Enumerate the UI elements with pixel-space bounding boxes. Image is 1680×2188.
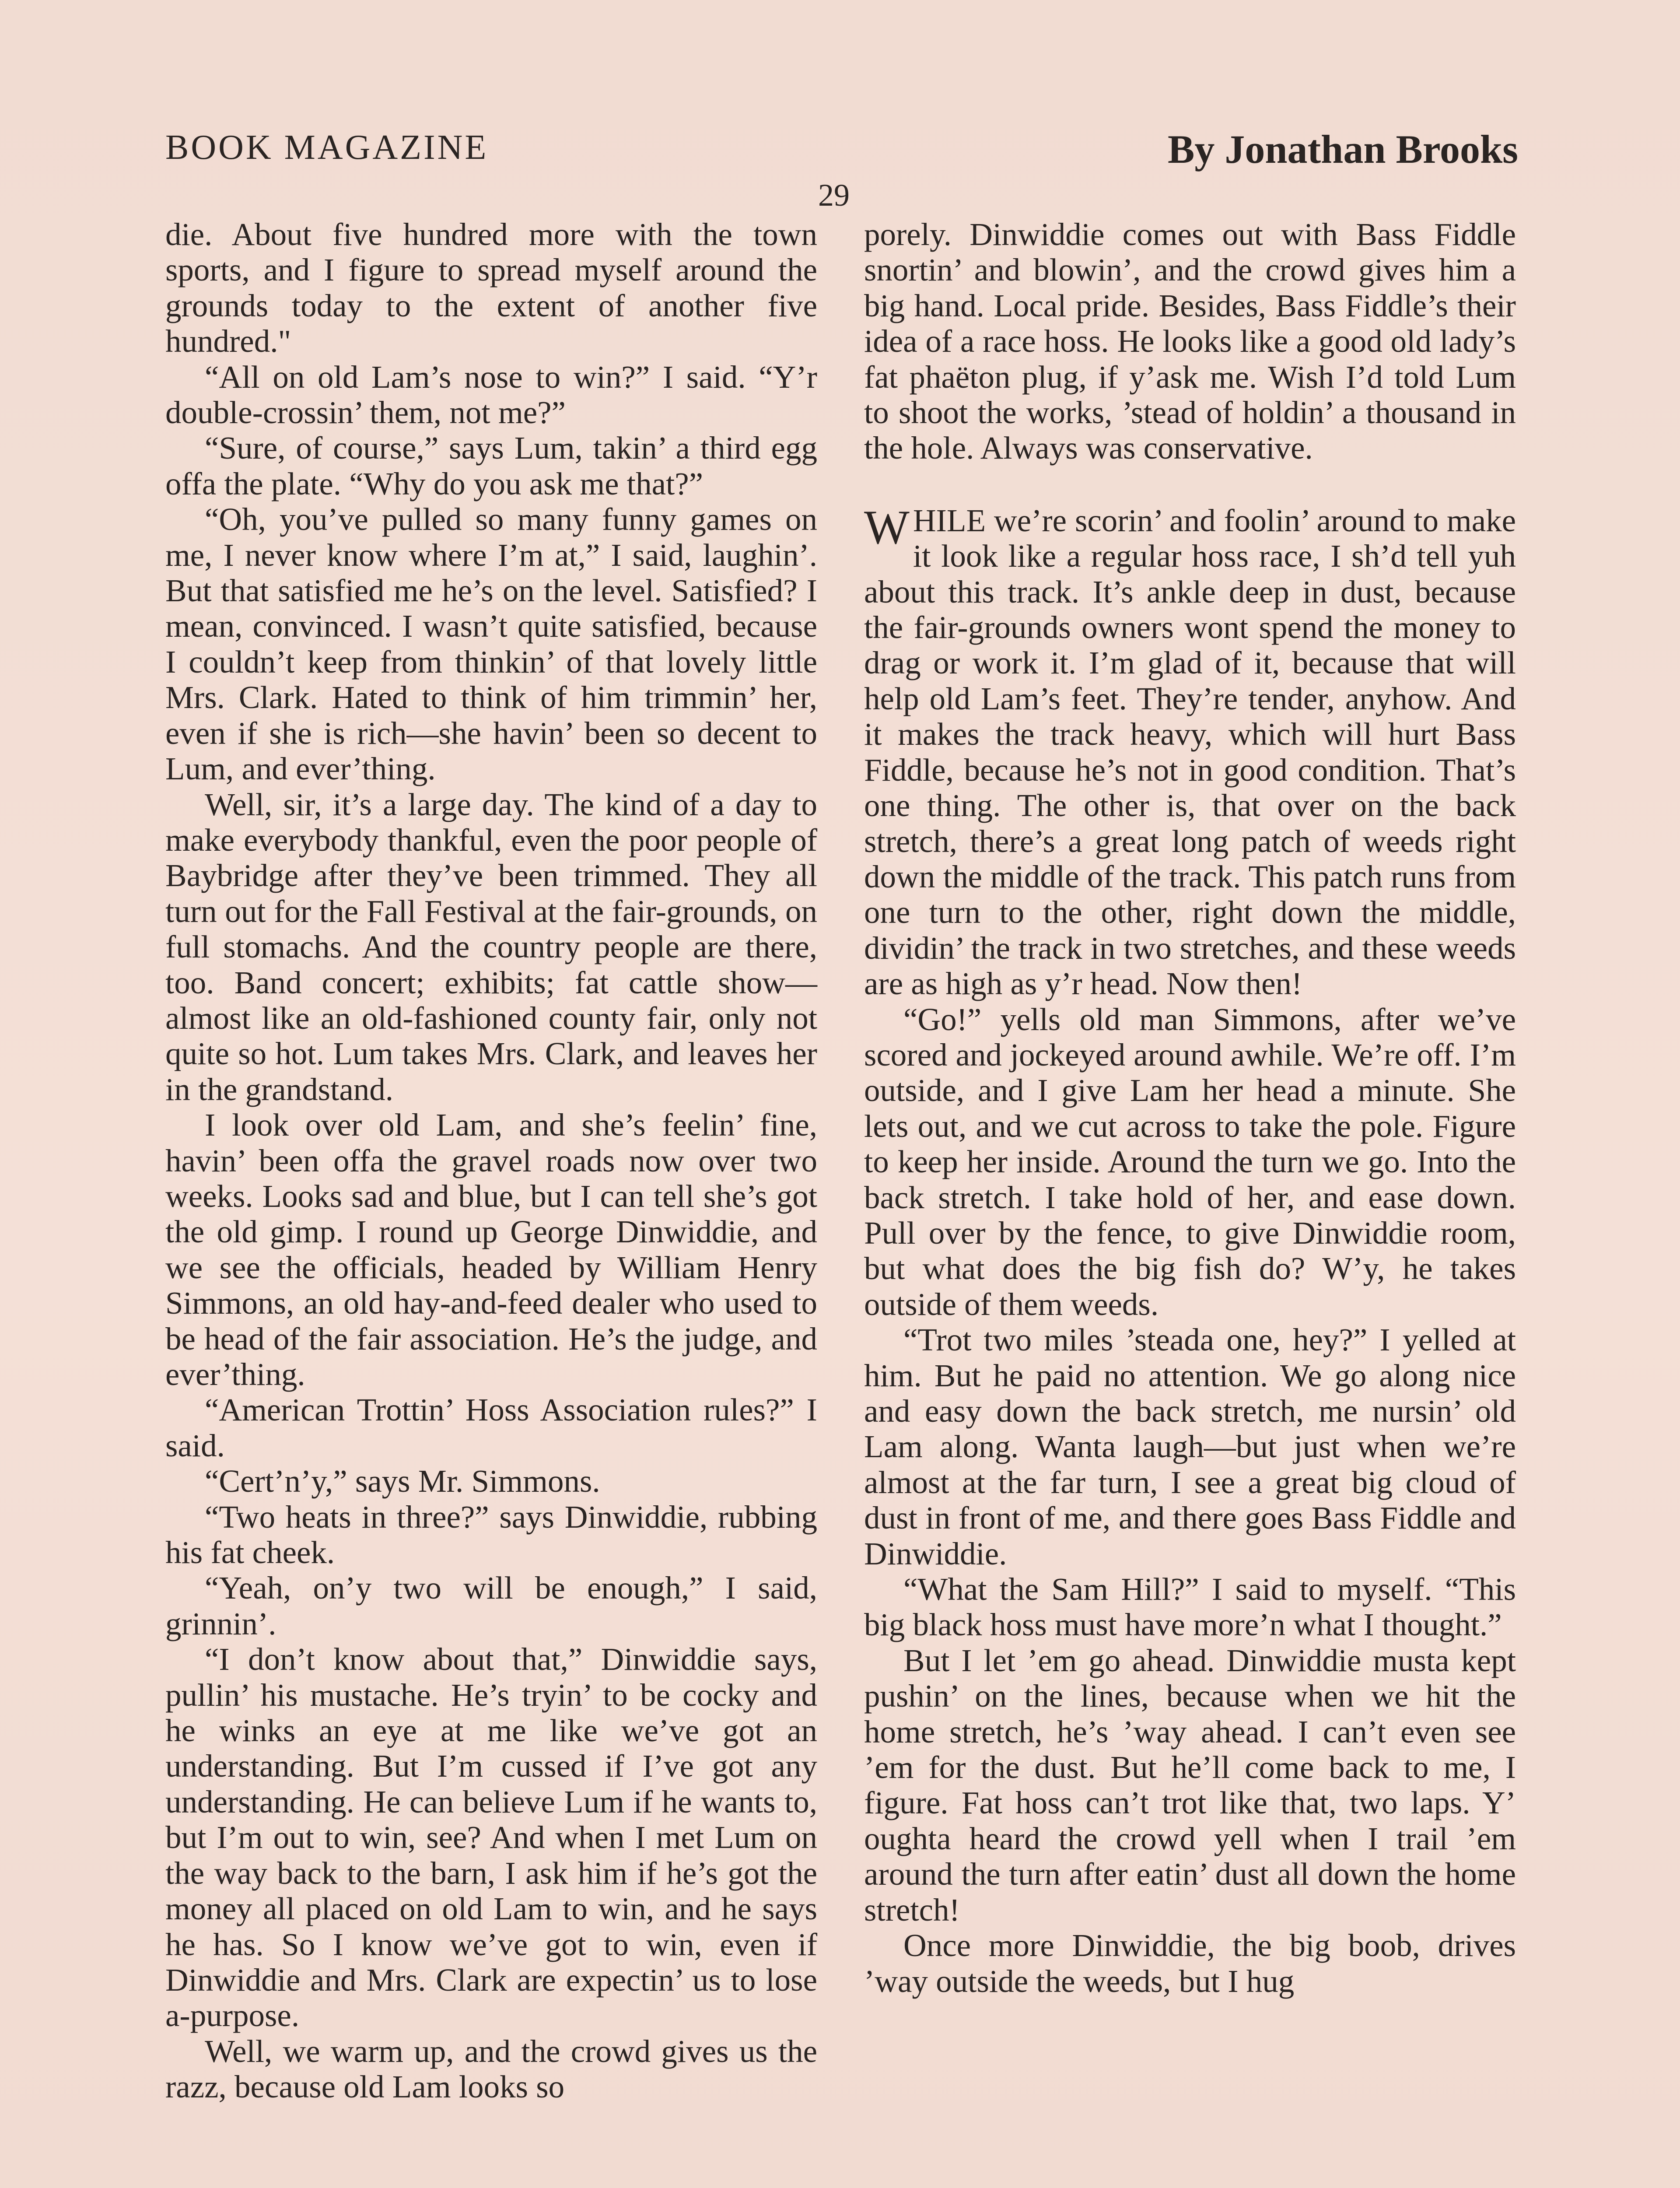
paragraph: I look over old Lam, and she’s feelin’ fine, havin’ been offa the gravel roads now over two weeks. Looks sad and blue, but I can tell she’s got the old gimp. I round up George Dinwiddie, and we see the officials, headed by William Henry Simmons, an old hay-and-feed dealer who used to be head of the fair association. He’s the judge, and ever’thing.: [165, 1107, 817, 1392]
paragraph: But I let ’em go ahead. Dinwiddie musta kept pushin’ on the lines, because when we hit the home stretch, he’s ’way ahead. I can’t even see ’em for the dust. But he’ll come back to me, I figure. Fat hoss can’t trot like that, two laps. Y’ oughta heard the crowd yell when I trail ’em around the turn after eatin’ dust all down the home stretch!: [864, 1642, 1516, 1928]
paragraph: die. About five hundred more with the town sports, and I figure to spread myself around the grounds today to the extent of another five hundred.": [165, 217, 817, 359]
paragraph: “Trot two miles ’steada one, hey?” I yelled at him. But he paid no attention. We go along nice and easy down the back stretch, me nursin’ old Lam along. Wanta laugh—but just when we’re almost at the far turn, I see a great big cloud of dust in front of me, and there goes Bass Fiddle and Dinwiddie.: [864, 1322, 1516, 1571]
paragraph: Once more Dinwiddie, the big boob, drives ’way outside the weeds, but I hug: [864, 1928, 1516, 1999]
section-opening-paragraph: [864, 500, 1516, 1002]
paragraph: “All on old Lam’s nose to win?” I said. “Y’r double-crossin’ them, not me?”: [165, 359, 817, 431]
paragraph: “What the Sam Hill?” I said to myself. “This big black hoss must have more’n what I thought.”: [864, 1571, 1516, 1643]
paragraph: “Cert’n’y,” says Mr. Simmons.: [205, 1463, 600, 1499]
paragraph: “Sure, of course,” says Lum, takin’ a third egg offa the plate. “Why do you ask me that?”: [165, 430, 817, 501]
left-column: [165, 217, 817, 2105]
magazine-title: BOOK MAGAZINE: [165, 128, 489, 167]
paragraph: “Two heats in three?” says Dinwiddie, rubbing his fat cheek.: [165, 1499, 817, 1571]
section-break: [864, 466, 1516, 503]
paragraph: Well, we warm up, and the crowd gives us the razz, because old Lam looks so: [165, 2033, 817, 2105]
paragraph: “Yeah, on’y two will be enough,” I said, grinnin’.: [165, 1570, 817, 1641]
section-opening-text: HILE we’re scorin’ and foolin’ around to make it look like a regular hoss race, I sh’d tell yuh about this track. It’s ankle deep in dust, because the fair-grounds owners wont spend the money to drag or work it. I’m glad of it, because that will help old Lam’s feet. They’re tender, anyhow. And it makes the track heavy, which will hurt Bass Fiddle, because he’s not in good condition. That’s one thing. The other is, that over on the back stretch, there’s a great long patch of weeds right down the middle of the track. This patch runs from one turn to the other, right down the middle, dividin’ the track in two stretches, and these weeds are as high as y’r head. Now then!: [864, 502, 1516, 1002]
paragraph: “American Trottin’ Hoss Association rules?” I said.: [165, 1392, 817, 1463]
paragraph: porely. Dinwiddie comes out with Bass Fiddle snortin’ and blowin’, and the crowd gives him a big hand. Local pride. Besides, Bass Fiddle’s their idea of a race hoss. He looks like a good old lady’s fat phaëton plug, if y’ask me. Wish I’d told Lum to shoot the works, ’stead of holdin’ a thousand in the hole. Always was conservative.: [864, 217, 1516, 466]
page-number: 29: [818, 178, 850, 213]
paragraph: “I don’t know about that,” Dinwiddie says, pullin’ his mustache. He’s tryin’ to be cocky and he winks an eye at me like we’ve got an understanding. But I’m cussed if I’ve got any understanding. He can believe Lum if he wants to, but I’m out to win, see? And when I met Lum on the way back to the barn, I ask him if he’s got the money all placed on old Lam to win, and he says he has. So I know we’ve got to win, even if Dinwiddie and Mrs. Clark are expectin’ us to lose a-purpose.: [165, 1641, 817, 2034]
paragraph: “Go!” yells old man Simmons, after we’ve scored and jockeyed around awhile. We’re off. I’m outside, and I give Lam her head a minute. She lets out, and we cut across to take the pole. Figure to keep her inside. Around the turn we go. Into the back stretch. I take hold of her, and ease down. Pull over by the fence, to give Dinwiddie room, but what does the big fish do? W’y, he takes outside of them weeds.: [864, 1001, 1516, 1322]
author-byline: By Jonathan Brooks: [1167, 127, 1518, 172]
right-column: [864, 217, 1516, 1999]
paragraph: Well, sir, it’s a large day. The kind of a day to make everybody thankful, even the poor people of Baybridge after they’ve been trimmed. They all turn out for the Fall Festival at the fair-grounds, on full stomachs. And the country people are there, too. Band concert; exhibits; fat cattle show—almost like an old-fashioned county fair, only not quite so hot. Lum takes Mrs. Clark, and leaves her in the grandstand.: [165, 786, 817, 1107]
drop-cap-letter: W: [864, 500, 910, 554]
paragraph: “Oh, you’ve pulled so many funny games on me, I never know where I’m at,” I said, laughin’. But that satisfied me he’s on the level. Satisfied? I mean, convinced. I wasn’t quite satisfied, because I couldn’t keep from thinkin’ of that lovely little Mrs. Clark. Hated to think of him trimmin’ her, even if she is rich—she havin’ been so decent to Lum, and ever’thing.: [165, 501, 817, 787]
